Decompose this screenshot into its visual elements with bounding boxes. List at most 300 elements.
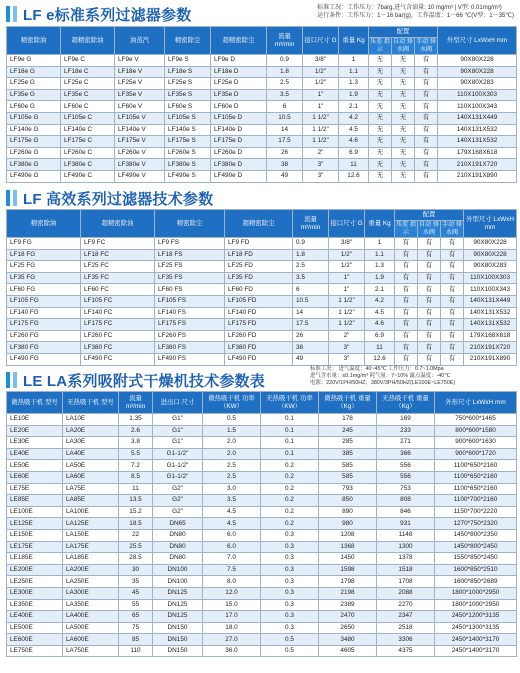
table-cell: LF140 FS xyxy=(155,307,225,319)
table-cell: LE250E xyxy=(7,576,63,588)
table-cell: LF260 FG xyxy=(7,330,81,342)
table-cell: 110 xyxy=(119,645,153,657)
table-cell: 8.0 xyxy=(203,576,261,588)
table-row xyxy=(7,342,517,354)
table-cell: 3/8" xyxy=(329,238,365,250)
table-row xyxy=(7,553,517,565)
table-cell: 90X80X228 xyxy=(464,238,517,250)
header-cell: 配置 xyxy=(395,210,464,221)
table-cell: LF380e C xyxy=(61,159,115,171)
table-cell: 有 xyxy=(418,284,441,296)
table-cell: 有 xyxy=(441,238,464,250)
table-cell: 0.2 xyxy=(261,518,319,530)
table-cell: LE750E xyxy=(7,645,63,657)
table-cell: 3" xyxy=(329,342,365,354)
header-cell: 接口尺寸 G xyxy=(303,27,339,55)
table-row xyxy=(7,518,517,530)
table-cell: 有 xyxy=(418,272,441,284)
table-cell: 4.6 xyxy=(339,136,369,148)
table-cell: 1450*800*2350 xyxy=(435,529,517,541)
table-cell: 有 xyxy=(418,319,441,331)
table-cell: LF25 FS xyxy=(155,261,225,273)
table-cell: LE200E xyxy=(7,564,63,576)
table-row xyxy=(7,319,517,331)
table-cell: 1/2" xyxy=(329,261,365,273)
table-row xyxy=(7,471,517,483)
table-cell: LA750E xyxy=(63,645,119,657)
table-row xyxy=(7,437,517,449)
table-cell: DN100 xyxy=(153,564,203,576)
table-cell: 2.1 xyxy=(365,284,395,296)
table-cell: 85 xyxy=(119,634,153,646)
table-cell: 无 xyxy=(369,78,392,90)
table-cell: 有 xyxy=(418,249,441,261)
table-row xyxy=(7,564,517,576)
table-cell: 1" xyxy=(303,89,339,101)
table-cell: 4.5 xyxy=(203,518,261,530)
table-cell: 800*600*1580 xyxy=(435,425,517,437)
table-cell: LE10E xyxy=(7,414,63,426)
table-cell: LA150E xyxy=(63,529,119,541)
table-cell: 585 xyxy=(319,471,377,483)
table-cell: 无 xyxy=(369,147,392,159)
table-cell: G1-1/2" xyxy=(153,471,203,483)
table-cell: G1" xyxy=(153,414,203,426)
table-cell: LF175 FG xyxy=(7,319,81,331)
table-cell: 210X191X890 xyxy=(464,353,517,365)
table-cell: 无 xyxy=(392,101,415,113)
table-cell: 有 xyxy=(415,101,438,113)
table-cell: 1/2" xyxy=(329,249,365,261)
table-cell: LA30E xyxy=(63,437,119,449)
table-cell: 2.5 xyxy=(203,471,261,483)
table-cell: 6.9 xyxy=(339,147,369,159)
table-cell: LF105 FG xyxy=(7,295,81,307)
table-cell: LF35e V xyxy=(115,89,165,101)
table-row xyxy=(7,55,517,67)
table-cell: DN150 xyxy=(153,645,203,657)
header-cell: 接口尺寸 G xyxy=(329,210,365,238)
table-cell: LF9 FD xyxy=(225,238,293,250)
section3-note: 标准工况： 进气温度：40~45℃ 工作压力：0.7~1.0Mpa xyxy=(310,366,444,372)
table-cell: LF60e S xyxy=(165,101,211,113)
table-row xyxy=(7,136,517,148)
table-cell: LF105e V xyxy=(115,112,165,124)
table-cell: LF105e C xyxy=(61,112,115,124)
table-row xyxy=(7,249,517,261)
table-cell: 1270*750*2320 xyxy=(435,518,517,530)
table-cell: 无 xyxy=(392,124,415,136)
table-cell: G1" xyxy=(153,425,203,437)
table-cell: 850 xyxy=(319,495,377,507)
table-cell: 0.3 xyxy=(261,564,319,576)
table-cell: 1.9 xyxy=(339,89,369,101)
table-cell: 6.0 xyxy=(203,529,261,541)
table-cell: LF35 FS xyxy=(155,272,225,284)
table-cell: 26 xyxy=(267,147,303,159)
table-cell: 有 xyxy=(415,66,438,78)
table-cell: 0.2 xyxy=(261,506,319,518)
table-cell: 210X191X720 xyxy=(438,159,517,171)
header-cell: 外形尺寸 LxWxH mm xyxy=(435,392,517,414)
table-cell: DN65 xyxy=(153,518,203,530)
table-cell: 2.1 xyxy=(339,101,369,113)
section1-notes xyxy=(317,4,514,20)
table-cell: 0.3 xyxy=(261,553,319,565)
table-cell: 10.5 xyxy=(293,295,329,307)
table-cell: 22 xyxy=(119,529,153,541)
table-cell: LF35e D xyxy=(211,89,267,101)
table-cell: 有 xyxy=(395,342,418,354)
table-cell: 有 xyxy=(415,159,438,171)
table-cell: 无 xyxy=(369,170,392,182)
table-cell: 110X100X343 xyxy=(438,101,517,113)
table-cell: LF35e C xyxy=(61,89,115,101)
table-cell: 有 xyxy=(395,272,418,284)
table-cell: LF490e C xyxy=(61,170,115,182)
table-cell: 有 xyxy=(415,170,438,182)
table-cell: DN125 xyxy=(153,611,203,623)
table-cell: LA500E xyxy=(63,622,119,634)
table-cell: 1 1/2" xyxy=(303,124,339,136)
section1-title: LF e标准系列过滤器参数 xyxy=(23,6,192,24)
table-cell: LF105e D xyxy=(211,112,267,124)
table-cell: 1518 xyxy=(377,564,435,576)
section2-title: LF 高效系列过滤器技术参数 xyxy=(23,190,214,208)
table-cell: 1450 xyxy=(319,553,377,565)
table-row xyxy=(7,66,517,78)
table-cell: 140X131X532 xyxy=(464,307,517,319)
table-cell: LA175E xyxy=(63,541,119,553)
table-cell: 无 xyxy=(369,55,392,67)
header-cell: 超精密除油 xyxy=(81,210,155,238)
table-cell: 793 xyxy=(319,483,377,495)
table-cell: 2270 xyxy=(377,599,435,611)
table-cell: 140X131X449 xyxy=(438,112,517,124)
table-cell: 17.5 xyxy=(267,136,303,148)
table-cell: 4375 xyxy=(377,645,435,657)
table-cell: 无 xyxy=(369,66,392,78)
table-cell: LF60e G xyxy=(7,101,61,113)
table-row xyxy=(7,541,517,553)
table-cell: LF105 FC xyxy=(81,295,155,307)
table-cell: 30 xyxy=(119,564,153,576)
table-cell: LF140 FG xyxy=(7,307,81,319)
table-cell: 1100*650*2160 xyxy=(435,460,517,472)
table-row xyxy=(7,78,517,90)
table-cell: 有 xyxy=(415,136,438,148)
table-cell: LF380e D xyxy=(211,159,267,171)
table-cell: G1-1/2" xyxy=(153,448,203,460)
table-cell: 2389 xyxy=(319,599,377,611)
table-cell: 1368 xyxy=(319,541,377,553)
table-cell: 0.3 xyxy=(261,599,319,611)
table-cell: 0.2 xyxy=(261,483,319,495)
table-cell: 556 xyxy=(377,460,435,472)
table-cell: 有 xyxy=(441,307,464,319)
table-cell: LF175 FC xyxy=(81,319,155,331)
table-cell: LF260e S xyxy=(165,147,211,159)
table-cell: 1/2" xyxy=(303,78,339,90)
table-cell: 3" xyxy=(329,353,365,365)
table-cell: LF60e C xyxy=(61,101,115,113)
table-cell: 45 xyxy=(119,587,153,599)
table-cell: 753 xyxy=(377,483,435,495)
header-cell: 微热吸干机 重量（Kg） xyxy=(319,392,377,414)
section3-title: LE LA系列吸附式干燥机技术参数表 xyxy=(23,372,265,390)
table-cell: 有 xyxy=(418,238,441,250)
table-cell: 无 xyxy=(392,136,415,148)
table-cell: 1148 xyxy=(377,529,435,541)
table-cell: 有 xyxy=(395,353,418,365)
table-cell: LF25e S xyxy=(165,78,211,90)
table-cell: LF60 FC xyxy=(81,284,155,296)
section2-table xyxy=(6,209,517,366)
table-cell: LF25e C xyxy=(61,78,115,90)
table-cell: 1.8 xyxy=(293,249,329,261)
table-cell: LF35 FG xyxy=(7,272,81,284)
table-cell: LF140 FC xyxy=(81,307,155,319)
table-cell: 55 xyxy=(119,599,153,611)
table-row xyxy=(7,330,517,342)
table-cell: 0.3 xyxy=(261,541,319,553)
header-cell: 油蒸汽 xyxy=(115,27,165,55)
table-cell: LF60 FS xyxy=(155,284,225,296)
table-cell: 10.5 xyxy=(267,112,303,124)
header-cell: 配置 xyxy=(369,27,438,38)
table-cell: 90X80X228 xyxy=(464,249,517,261)
table-cell: LF25e D xyxy=(211,78,267,90)
table-cell: 无 xyxy=(369,101,392,113)
table-row xyxy=(7,622,517,634)
table-cell: LF260 FD xyxy=(225,330,293,342)
table-cell: 2198 xyxy=(319,587,377,599)
table-cell: 有 xyxy=(441,249,464,261)
header-cell: 流量 m³/min xyxy=(267,27,303,55)
table-cell: 179X168X618 xyxy=(438,147,517,159)
table-cell: LF490e G xyxy=(7,170,61,182)
table-row xyxy=(7,238,517,250)
table-cell: LF490 FS xyxy=(155,353,225,365)
header-cell: 微热吸干机 型号 xyxy=(7,392,63,414)
table-cell: LF18e C xyxy=(61,66,115,78)
table-cell: 38 xyxy=(293,342,329,354)
table-cell: 无 xyxy=(369,89,392,101)
table-cell: LF175e D xyxy=(211,136,267,148)
table-cell: 无 xyxy=(392,66,415,78)
table-cell: LE125E xyxy=(7,518,63,530)
table-cell: DN150 xyxy=(153,622,203,634)
table-cell: 2.0 xyxy=(203,437,261,449)
table-cell: 14 xyxy=(267,124,303,136)
table-cell: LA20E xyxy=(63,425,119,437)
table-cell: 13.5 xyxy=(119,495,153,507)
table-cell: LF490e V xyxy=(115,170,165,182)
header-cell: 压差 指示 xyxy=(370,39,390,53)
table-cell: 无 xyxy=(392,159,415,171)
table-cell: 7.5 xyxy=(203,564,261,576)
table-row xyxy=(7,353,517,365)
table-row xyxy=(7,89,517,101)
table-cell: LE300E xyxy=(7,587,63,599)
table-cell: 585 xyxy=(319,460,377,472)
table-cell: 65 xyxy=(119,611,153,623)
table-cell: LE350E xyxy=(7,599,63,611)
table-cell: 90X80X283 xyxy=(464,261,517,273)
header-cell: 外型尺寸 LxWxH mm xyxy=(438,27,517,55)
header-cell: 流量 m³/min xyxy=(293,210,329,238)
table-cell: LE400E xyxy=(7,611,63,623)
table-cell: 0.1 xyxy=(261,414,319,426)
table-cell: LF35 FC xyxy=(81,272,155,284)
table-cell: LE75E xyxy=(7,483,63,495)
table-cell: LA600E xyxy=(63,634,119,646)
header-cell: 自动 排水阀 xyxy=(419,222,439,236)
table-cell: 3306 xyxy=(377,634,435,646)
table-row xyxy=(7,529,517,541)
table-cell: 75 xyxy=(119,622,153,634)
title-accent-icon xyxy=(6,372,10,388)
table-cell: 1 1/2" xyxy=(329,295,365,307)
table-cell: LF25e G xyxy=(7,78,61,90)
table-cell: 3.5 xyxy=(203,495,261,507)
table-row xyxy=(7,170,517,182)
table-cell: LF18 FD xyxy=(225,249,293,261)
table-cell: 1.35 xyxy=(119,414,153,426)
table-cell: 11 xyxy=(339,159,369,171)
title-accent-icon xyxy=(13,190,17,206)
table-cell: 1300 xyxy=(377,541,435,553)
table-cell: 有 xyxy=(415,89,438,101)
table-cell: 38 xyxy=(267,159,303,171)
table-cell: LF380e G xyxy=(7,159,61,171)
table-cell: LF60 FD xyxy=(225,284,293,296)
table-cell: 1150*700*2220 xyxy=(435,506,517,518)
table-cell: 2450*1400*3170 xyxy=(435,645,517,657)
table-cell: DN80 xyxy=(153,541,203,553)
table-cell: LF105e S xyxy=(165,112,211,124)
table-cell: LF490e S xyxy=(165,170,211,182)
table-cell: 2450*1300*3135 xyxy=(435,622,517,634)
table-cell: 6.0 xyxy=(203,541,261,553)
table-cell: 有 xyxy=(395,319,418,331)
table-cell: LF105 FD xyxy=(225,295,293,307)
table-cell: 2.5 xyxy=(293,261,329,273)
table-cell: LE50E xyxy=(7,460,63,472)
table-cell: 有 xyxy=(395,295,418,307)
table-cell: 0.3 xyxy=(261,587,319,599)
table-cell: 1378 xyxy=(377,553,435,565)
table-cell: 1 1/2" xyxy=(329,319,365,331)
table-cell: 有 xyxy=(418,330,441,342)
table-cell: 1.8 xyxy=(267,66,303,78)
table-cell: LF175e S xyxy=(165,136,211,148)
table-cell: 0.1 xyxy=(261,437,319,449)
table-cell: 2.0 xyxy=(203,448,261,460)
header-cell: 进出口 尺寸 xyxy=(153,392,203,414)
table-cell: LF35e S xyxy=(165,89,211,101)
table-cell: 28.5 xyxy=(119,553,153,565)
table-cell: 无 xyxy=(392,170,415,182)
table-cell: LA60E xyxy=(63,471,119,483)
table-cell: 178 xyxy=(319,414,377,426)
table-cell: LE500E xyxy=(7,622,63,634)
table-cell: 12.0 xyxy=(203,587,261,599)
table-row xyxy=(7,506,517,518)
table-cell: 36.0 xyxy=(203,645,261,657)
header-cell: 精密除油 xyxy=(7,27,61,55)
table-cell: LE20E xyxy=(7,425,63,437)
table-cell: 808 xyxy=(377,495,435,507)
table-row xyxy=(7,495,517,507)
table-cell: 有 xyxy=(418,261,441,273)
table-cell: LA50E xyxy=(63,460,119,472)
table-cell: 1550*850*2450 xyxy=(435,553,517,565)
table-cell: LF9e V xyxy=(115,55,165,67)
table-cell: 无 xyxy=(392,89,415,101)
table-cell: LF9e G xyxy=(7,55,61,67)
table-cell: 900*600*1630 xyxy=(435,437,517,449)
table-cell: 0.3 xyxy=(261,622,319,634)
table-cell: LE60E xyxy=(7,471,63,483)
table-cell: 90X80X283 xyxy=(438,78,517,90)
table-cell: LF260 FC xyxy=(81,330,155,342)
title-accent-icon xyxy=(13,6,17,22)
table-cell: 2.5 xyxy=(203,460,261,472)
table-cell: 有 xyxy=(441,261,464,273)
table-cell: LF175 FS xyxy=(155,319,225,331)
table-cell: 18.5 xyxy=(119,518,153,530)
table-cell: LA100E xyxy=(63,506,119,518)
table-cell: LF175e C xyxy=(61,136,115,148)
table-cell: 3" xyxy=(303,159,339,171)
table-cell: LA125E xyxy=(63,518,119,530)
table-cell: 2088 xyxy=(377,587,435,599)
table-cell: G2" xyxy=(153,495,203,507)
title-accent-icon xyxy=(6,190,10,206)
table-cell: LF175 FD xyxy=(225,319,293,331)
table-cell: 18.0 xyxy=(203,622,261,634)
table-cell: LF25 FG xyxy=(7,261,81,273)
table-cell: 2450*1400*3170 xyxy=(435,634,517,646)
table-row xyxy=(7,460,517,472)
table-cell: LA350E xyxy=(63,599,119,611)
table-cell: 931 xyxy=(377,518,435,530)
table-cell: LE185E xyxy=(7,553,63,565)
section3-note: 进气含水量：≤0.1mg/m³ 耗气量：7~10% 露点温度：-40℃ xyxy=(310,373,451,379)
table-cell: 有 xyxy=(395,261,418,273)
table-cell: 233 xyxy=(377,425,435,437)
table-cell: LE175E xyxy=(7,541,63,553)
table-cell: 有 xyxy=(395,330,418,342)
table-cell: DN150 xyxy=(153,634,203,646)
table-cell: 7.0 xyxy=(203,553,261,565)
table-cell: 35 xyxy=(119,576,153,588)
table-cell: 385 xyxy=(319,448,377,460)
table-cell: 110X100X343 xyxy=(464,284,517,296)
table-cell: DN80 xyxy=(153,553,203,565)
table-cell: 2" xyxy=(329,330,365,342)
header-cell: 无热吸干机 重量（Kg） xyxy=(377,392,435,414)
table-cell: LF140e C xyxy=(61,124,115,136)
table-cell: 4.2 xyxy=(365,295,395,307)
table-cell: 900*600*1720 xyxy=(435,448,517,460)
table-cell: 有 xyxy=(415,112,438,124)
table-cell: 25.5 xyxy=(119,541,153,553)
table-cell: 1.1 xyxy=(339,66,369,78)
table-cell: 4605 xyxy=(319,645,377,657)
table-cell: LF140 FD xyxy=(225,307,293,319)
